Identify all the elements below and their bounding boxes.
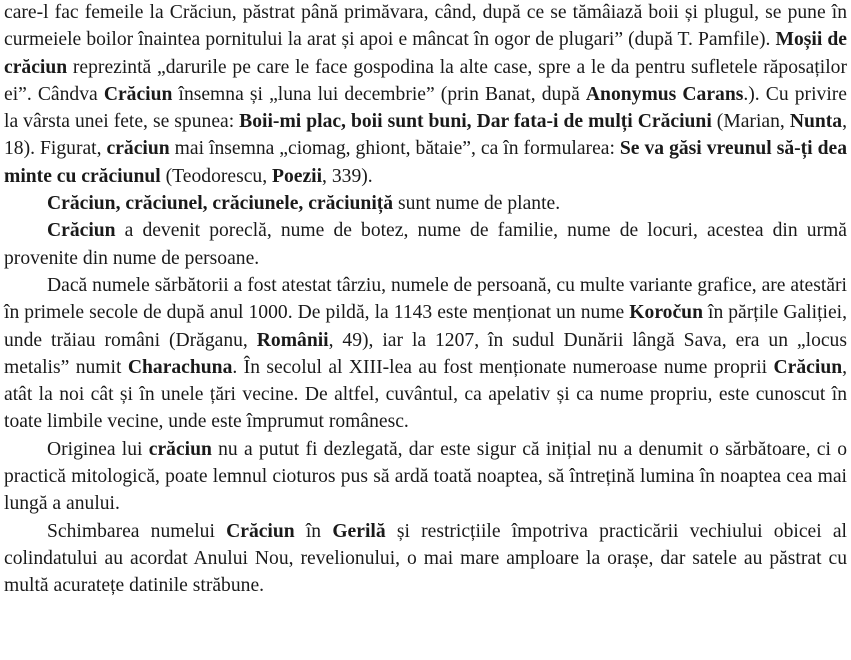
bold-term: Nunta bbox=[789, 111, 843, 133]
bold-term: Crăciun bbox=[103, 83, 173, 105]
bold-term: Boii-mi plac, boii sunt buni, Dar fata-i de mulți Crăciuni bbox=[239, 111, 712, 133]
paragraph-6 bbox=[4, 518, 847, 600]
text-run: în părțile Galiției, unde trăiau români (Drăganu, bbox=[4, 302, 847, 351]
paragraph-2 bbox=[4, 190, 847, 217]
bold-term: Gerilă bbox=[332, 520, 386, 542]
bold-term: Anonymus Carans bbox=[585, 83, 744, 105]
bold-term: Charachuna bbox=[127, 356, 233, 378]
bold-term: Crăciun, crăciunel, crăciunele, crăciuniță bbox=[47, 193, 394, 215]
text-run: Originea lui bbox=[47, 438, 149, 460]
text-run: însemna și „luna lui decembrie” (prin Banat, după bbox=[172, 83, 586, 105]
text-run: Schimbarea numelui bbox=[47, 520, 227, 542]
text-run: , atât la noi cât și în unele țări vecine. De altfel, cuvântul, ca apelativ și ca nume propriu, este cunoscut în toate limbile vecine, unde este împrumut românesc. bbox=[4, 356, 848, 433]
text-run: și restricțiile împotriva practicării vechiului obicei al colindatului au acordat Anului Nou, revelionului, o mai mare amploare la orașe, dar satele au păstrat cu multă acuratețe datinile străbune. bbox=[4, 520, 848, 597]
bold-term: Crăciun bbox=[773, 356, 843, 378]
text-run: care-l fac femeile la Crăciun, păstrat până primăvara, când, după ce se tămâiază boii și plugul, se pune în curmeiele boilor înaintea pornitului la arat și apoi e mâncat în ogor de plugari” (după T. Pamfile). bbox=[4, 2, 847, 51]
bold-term: Se va găsi vreunul să-ți dea minte cu crăciunul bbox=[4, 138, 848, 187]
text-run: reprezintă „darurile pe care le face gospodina la alte case, spre a le da pentru sufletele răposaților ei”. Cândva bbox=[4, 56, 847, 105]
text-run: a devenit poreclă, nume de botez, nume de familie, nume de locuri, acestea din urmă provenite din nume de persoane. bbox=[4, 220, 847, 269]
text-run: . În secolul al XIII-lea au fost menționate numeroase nume proprii bbox=[232, 356, 774, 378]
text-run: , 49), iar la 1207, în sudul Dunării lângă Sava, era un „locus metalis” numit bbox=[4, 329, 847, 378]
paragraph-4 bbox=[4, 272, 847, 436]
bold-term: crăciun bbox=[148, 438, 212, 460]
bold-term: Poezii bbox=[272, 165, 323, 187]
text-run: (Teodorescu, bbox=[160, 165, 272, 187]
text-run: , 18). Figurat, bbox=[4, 111, 847, 160]
bold-term: Crăciun bbox=[47, 220, 116, 242]
bold-term: Crăciun bbox=[226, 520, 295, 542]
paragraph-5 bbox=[4, 436, 847, 518]
bold-term: Românii bbox=[256, 329, 329, 351]
paragraph-3 bbox=[4, 217, 847, 272]
text-run: Dacă numele sărbătorii a fost atestat târziu, numele de persoană, cu multe variante grafice, are atestări în primele secole de după anul 1000. De pildă, la 1143 este menționat un nume bbox=[4, 274, 847, 324]
text-run: în bbox=[294, 520, 333, 542]
bold-term: Koročun bbox=[629, 302, 703, 324]
text-run: .). Cu privire la vârsta unei fete, se spunea: bbox=[4, 83, 847, 133]
paragraph-1 bbox=[4, 0, 847, 190]
text-run: nu a putut fi dezlegată, dar este sigur că inițial nu a denumit o sărbătoare, ci o practică mitologică, poate lemnul cioturos pus să ardă toată noaptea, să întrețină lumina în noaptea cea mai lungă a anului. bbox=[4, 438, 847, 515]
text-run: (Marian, bbox=[711, 111, 790, 133]
bold-term: Moșii de crăciun bbox=[4, 29, 847, 78]
bold-term: crăciun bbox=[106, 138, 170, 160]
text-run: sunt nume de plante. bbox=[393, 193, 561, 215]
text-run: mai însemna „ciomag, ghiont, bătaie”, ca în formularea: bbox=[169, 138, 620, 160]
text-run: , 339). bbox=[322, 165, 373, 187]
